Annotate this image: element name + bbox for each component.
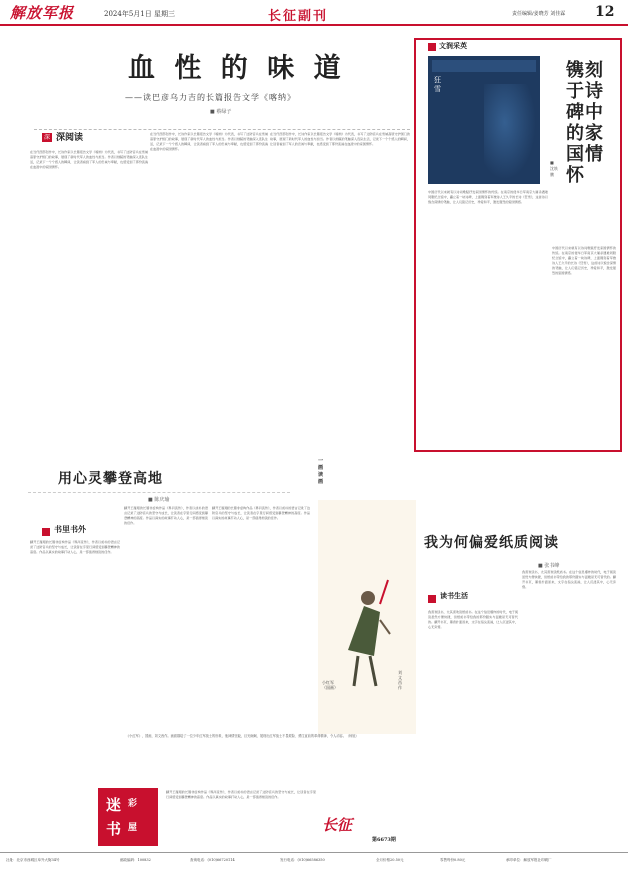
cover-title: 狂雪 [434, 76, 441, 93]
footer-retail: 零售每份0.80元 [440, 858, 466, 862]
feature-author: ■ 沈轶鹏 [550, 160, 558, 177]
article1-body-col2: 在当代西部创作中，长诗作家以长篇报告文学《喀纳》为代表，书写了边防官兵在雪域高原守护国门的故事，展现了新时代军人的血性与担当。作者以细腻的笔触深入连队生活，记录下一个个感人的瞬间，让读者看到了军人的忠诚与奉献，也感受到了那份流淌在血液中的家国情怀。 [150, 132, 268, 151]
supplement-brand: 长征 [322, 816, 353, 834]
article3-title: 我为何偏爱纸质阅读 [424, 535, 559, 551]
article1-column-label: 深阅读 [56, 133, 84, 143]
cover-ink-art [484, 84, 536, 180]
issue-date: 2024年5月1日 星期三 [104, 10, 175, 18]
painting-title: 小红军（国画） [322, 680, 338, 690]
cover-band [432, 60, 536, 72]
feature-column-label: 文润采英 [439, 41, 467, 50]
footer-printer: 承印单位：解放军报社印刷厂 [506, 858, 552, 862]
painting-column-label: 一画读画 [318, 458, 324, 485]
article2-author: ■ 陈庆瑜 [148, 497, 170, 503]
article3-author: ■ 张书峰 [538, 563, 560, 569]
footer-price: 全月价格20.50元 [376, 858, 404, 862]
column-badge-icon [428, 43, 436, 51]
title-divider [28, 492, 290, 493]
footer-bar [0, 852, 628, 869]
footer-distribution: 发行电话：(010)66586350 [280, 858, 325, 862]
article2-body-col3: 翻开王雁翔的长篇非虚构作品《界河流传》，作者以质朴的语言记录了边防官兵的坚守与成长，让读者在字里行间感受到攀登精神的高度。作品以真实的故事打动人心，是一部值得细读的佳作。 [212, 506, 310, 520]
article3-column-label: 读书生活 [440, 591, 468, 600]
book-cover-image [428, 56, 540, 184]
colorful-books-logo [98, 788, 158, 846]
article1-author: ■ 蔡绿子 [210, 109, 232, 115]
article1-subtitle: ——读巴彦乌力吉的长篇报告文学《喀纳》 [125, 93, 296, 102]
column-badge-icon: 深 [43, 134, 50, 141]
article3-body-col1: 我喜欢读书，尤其喜欢读纸质书。在这个信息爆炸的时代，电子阅读虽然方便快捷，但纸质书带给我的那份踏实与温暖是无可替代的。翻开书页，墨香扑面而来，文字在指尖流淌，让人沉浸其中，心无旁骛。 [428, 610, 518, 629]
feature-body-col2: 中国历代以来就有以诗词歌赋抒发家国情怀的传统。在南京的侵华日军南京大屠杀遇难同胞纪念馆中，矗立着一块诗碑，上面镌刻着军旅诗人王久辛的长诗《狂雪》，这首诗以饱含深情的笔触，让人们铭记历史，珍爱和平，激发强烈的爱国情感。 [552, 246, 616, 275]
feature-body-col1: 中国历代以来就有以诗词歌赋抒发家国情怀的传统。在南京的侵华日军南京大屠杀遇难同胞纪念馆中，矗立着一块诗碑，上面镌刻着军旅诗人王久辛的长诗《狂雪》，这首诗以饱含深情的笔触，让人们铭记历史，珍爱和平，激发强烈的爱国情感。 [428, 190, 548, 204]
logo-char-2: 彩 [128, 799, 138, 809]
logo-char-3: 书 [106, 820, 122, 838]
article2-body-col4: 翻开王雁翔的长篇非虚构作品《界河流传》，作者以质朴的语言记录了边防官兵的坚守与成长，让读者在字里行间感受到攀登精神的高度。作品以真实的故事打动人心，是一部值得细读的佳作。 [166, 790, 316, 799]
painting-author: 刘文西作 [398, 670, 402, 690]
painting-image [318, 500, 416, 734]
article3-body-col2: 我喜欢读书，尤其喜欢读纸质书。在这个信息爆炸的时代，电子阅读虽然方便快捷，但纸质书带给我的那份踏实与温暖是无可替代的。翻开书页，墨香扑面而来，文字在指尖流淌，让人沉浸其中，心无旁骛。 [522, 570, 616, 589]
article2-body-col2: 翻开王雁翔的长篇非虚构作品《界河流传》，作者以质朴的语言记录了边防官兵的坚守与成长，让读者在字里行间感受到攀登精神的高度。作品以真实的故事打动人心，是一部值得细读的佳作。 [124, 506, 208, 525]
column-badge-icon [428, 595, 436, 603]
painting-figure [318, 500, 416, 734]
title-divider [34, 118, 410, 130]
painting-caption: 《小红军》，国画，刘文西作。画面描绘了一位少年红军战士的形象，他神情坚毅，目光炯炯，展现出红军战士不畏艰险、勇往直前的革命精神，令人动容。（杨旭） [126, 734, 359, 738]
newspaper-logo: 解放军报 [10, 4, 75, 22]
article1-title: 血 性 的 味 道 [128, 53, 346, 84]
page-number: 12 [595, 4, 615, 20]
footer-phone: 查询电话：(010)66720114 [190, 858, 235, 862]
article2-column-label: 书里书外 [54, 524, 86, 534]
footer-postcode: 邮政编码：100832 [120, 858, 151, 862]
article1-body-col1: 在当代西部创作中，长诗作家以长篇报告文学《喀纳》为代表，书写了边防官兵在雪域高原守护国门的故事，展现了新时代军人的血性与担当。作者以细腻的笔触深入连队生活，记录下一个个感人的瞬间，让读者看到了军人的忠诚与奉献，也感受到了那份流淌在血液中的家国情怀。 [30, 150, 148, 169]
article1-body-col3: 在当代西部创作中，长诗作家以长篇报告文学《喀纳》为代表，书写了边防官兵在雪域高原守护国门的故事，展现了新时代军人的血性与担当。作者以细腻的笔触深入连队生活，记录下一个个感人的瞬间，让读者看到了军人的忠诚与奉献，也感受到了那份流淌在血液中的家国情怀。 [270, 132, 410, 146]
issue-number: 第6673期 [372, 837, 396, 843]
article2-title: 用心灵攀登高地 [58, 471, 163, 487]
feature-title: 镌刻于诗碑中的家国情怀 [566, 60, 604, 186]
section-title: 长征副刊 [268, 9, 329, 24]
column-badge-icon [42, 528, 50, 536]
logo-char-4: 屋 [128, 823, 138, 833]
article2-body-col1: 翻开王雁翔的长篇非虚构作品《界河流传》，作者以质朴的语言记录了边防官兵的坚守与成长，让读者在字里行间感受到攀登精神的高度。作品以真实的故事打动人心，是一部值得细读的佳作。 [30, 540, 120, 554]
editor-credit: 责任编辑/姜晓芳 刘佳霖 [512, 11, 566, 17]
footer-address: 社址：北京市西城区阜外大街34号 [6, 858, 60, 862]
logo-char-1: 迷 [106, 796, 122, 814]
